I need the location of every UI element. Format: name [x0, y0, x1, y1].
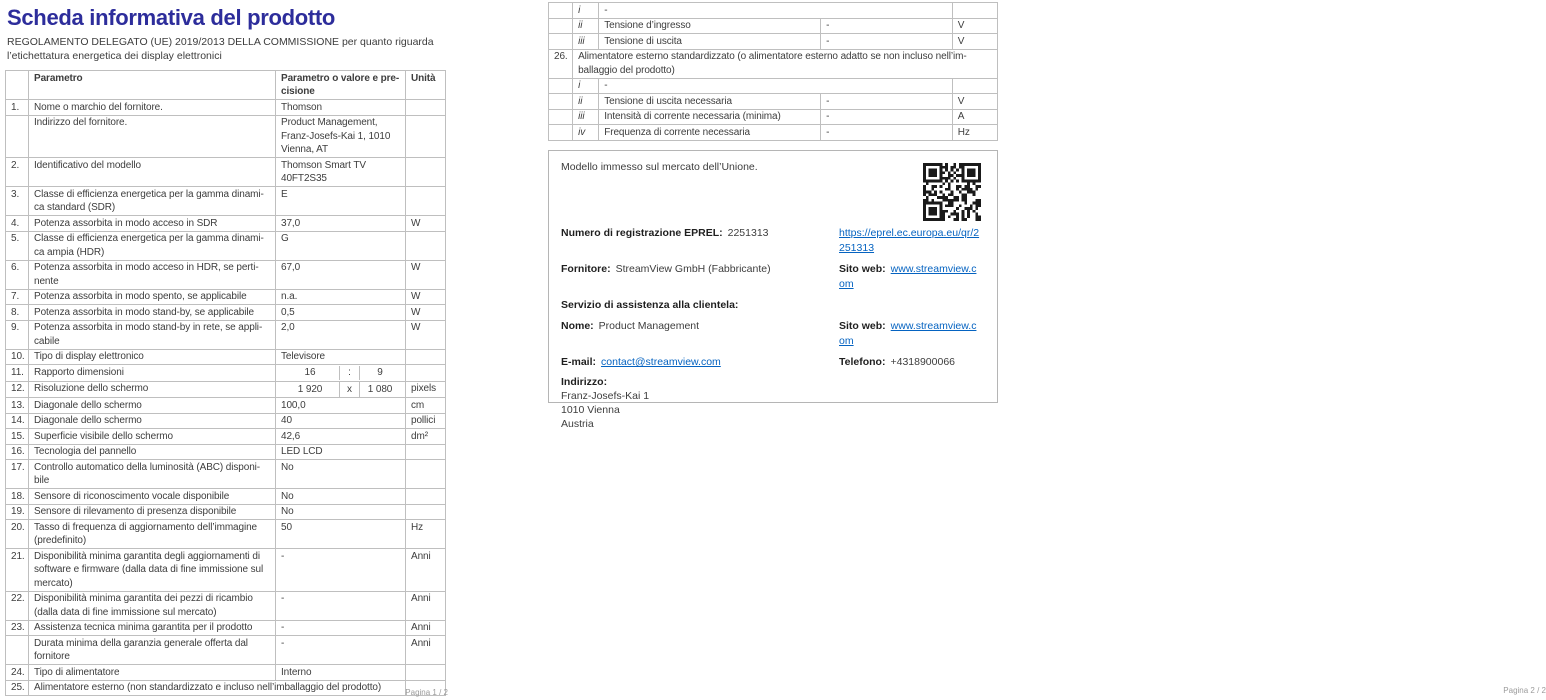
param-cell: Intensità di corrente necessaria (minima)	[599, 109, 821, 125]
unit-cell: pixels	[406, 381, 446, 398]
unit-cell	[406, 187, 446, 216]
param-cell: Indirizzo del fornitore.	[29, 115, 276, 158]
table-row	[549, 78, 998, 94]
table-row	[6, 489, 446, 505]
row-number-cell: 17.	[6, 460, 29, 489]
row-number-cell	[549, 34, 573, 50]
supplier-label: Fornitore:	[561, 263, 611, 275]
value-cell: No	[276, 489, 406, 505]
value-cell: -	[821, 109, 953, 125]
row-number-cell: 25.	[6, 680, 29, 696]
unit-cell	[406, 115, 446, 158]
value-cell: -	[276, 636, 406, 665]
value-subcell: 1 080	[367, 383, 393, 395]
page-title: Scheda informativa del prodotto	[7, 5, 336, 30]
email-link[interactable]: contact@streamview.com	[601, 356, 721, 368]
unit-cell: pollici	[406, 413, 446, 429]
unit-cell	[406, 504, 446, 520]
param-cell: Diagonale dello schermo	[29, 398, 276, 414]
contact-row	[561, 355, 985, 370]
table-row	[6, 444, 446, 460]
param-cell: Tecnologia del pannello	[29, 444, 276, 460]
unit-cell: Hz	[952, 125, 997, 141]
row-number-cell: 14.	[6, 413, 29, 429]
table-row	[549, 49, 998, 78]
unit-cell	[952, 3, 997, 19]
eprel-row	[561, 226, 985, 256]
param-cell: Tensione di uscita	[599, 34, 821, 50]
unit-cell: cm	[406, 398, 446, 414]
value-cell: -	[276, 591, 406, 620]
value-cell: G	[276, 231, 406, 260]
value-cell: 50	[276, 520, 406, 549]
page2-footer: Pagina 2 / 2	[1503, 686, 1546, 695]
value-cell: 42,6	[276, 429, 406, 445]
param-cell: Rapporto dimensioni	[29, 365, 276, 382]
row-number-cell	[549, 78, 573, 94]
table-row	[6, 460, 446, 489]
table-row	[6, 620, 446, 636]
param-cell: Tasso di frequenza di aggiornamento dell’immagine (predefinito)	[29, 520, 276, 549]
row-number-cell: 12.	[6, 381, 29, 398]
unit-cell: W	[406, 289, 446, 305]
unit-cell: Anni	[406, 636, 446, 665]
value-cell: No	[276, 460, 406, 489]
address-line-3: Austria	[561, 418, 594, 430]
sub-index-cell: iii	[573, 109, 599, 125]
table-row	[6, 158, 446, 187]
unit-cell: V	[952, 18, 997, 34]
row-number-cell: 15.	[6, 429, 29, 445]
unit-cell	[952, 78, 997, 94]
value-cell: 100,0	[276, 398, 406, 414]
unit-cell	[406, 489, 446, 505]
param-cell: Sensore di riconoscimento vocale disponibile	[29, 489, 276, 505]
param-cell: -	[599, 78, 953, 94]
unit-cell: dm²	[406, 429, 446, 445]
value-cell: -	[821, 18, 953, 34]
unit-cell: Hz	[406, 520, 446, 549]
email-label: E-mail:	[561, 356, 597, 368]
param-cell: Potenza assorbita in modo stand-by, se applicabile	[29, 305, 276, 321]
value-cell: Televisore	[276, 349, 406, 365]
table-row	[6, 504, 446, 520]
row-number-cell: 5.	[6, 231, 29, 260]
row-number-cell: 16.	[6, 444, 29, 460]
eprel-link[interactable]: https://eprel.ec.europa.eu/qr/2251313	[839, 227, 980, 254]
row-number-cell: 21.	[6, 549, 29, 592]
row-number-cell: 8.	[6, 305, 29, 321]
table-row	[6, 636, 446, 665]
param-cell: Classe di efficienza energetica per la gamma dinamica ampia (HDR)	[29, 231, 276, 260]
unit-cell: V	[952, 94, 997, 110]
table-header-row	[6, 71, 446, 100]
table-row	[549, 109, 998, 125]
website2-label: Sito web:	[839, 320, 886, 332]
param-cell: Superficie visibile dello schermo	[29, 429, 276, 445]
value-cell: -	[276, 620, 406, 636]
table-row	[6, 100, 446, 116]
row-number-cell: 23.	[6, 620, 29, 636]
row-number-cell: 7.	[6, 289, 29, 305]
param-cell: Tensione d’ingresso	[599, 18, 821, 34]
value-cell: Product Management, Franz-Josefs-Kai 1, 1010 Vienna, AT	[276, 115, 406, 158]
table-row	[6, 115, 446, 158]
unit-cell	[406, 460, 446, 489]
unit-cell: Anni	[406, 591, 446, 620]
param-cell: -	[599, 3, 953, 19]
param-cell: Potenza assorbita in modo stand-by in rete, se applicabile	[29, 320, 276, 349]
value-cell: E	[276, 187, 406, 216]
param-cell: Tensione di uscita necessaria	[599, 94, 821, 110]
address-line-1: Franz-Josefs-Kai 1	[561, 390, 650, 402]
header-value-cell: Parametro o valore e precisione	[276, 71, 406, 100]
value-cell: -	[821, 94, 953, 110]
param-cell: Disponibilità minima garantita degli aggiornamenti di software e firmware (dalla data di fine immissione sul mercato)	[29, 549, 276, 592]
service-heading: Servizio di assistenza alla clientela:	[561, 299, 739, 311]
page1-footer: Pagina 1 / 2	[405, 688, 448, 697]
row-number-cell: 13.	[6, 398, 29, 414]
param-cell: Nome o marchio del fornitore.	[29, 100, 276, 116]
regulation-subtitle: REGOLAMENTO DELEGATO (UE) 2019/2013 DELLA COMMISSIONE per quanto riguarda l’etichettatura energetica dei display elettronici	[7, 36, 434, 62]
product-spec-table	[5, 70, 446, 696]
table-row	[6, 305, 446, 321]
table-row	[549, 3, 998, 19]
row-number-cell: 11.	[6, 365, 29, 382]
param-cell: Classe di efficienza energetica per la gamma dinamica standard (SDR)	[29, 187, 276, 216]
row-number-cell: 6.	[6, 260, 29, 289]
header-number-cell	[6, 71, 29, 100]
table-row	[6, 413, 446, 429]
model-market-note: Modello immesso sul mercato dell’Unione.	[561, 161, 758, 173]
unit-cell	[406, 365, 446, 382]
table-row	[549, 18, 998, 34]
param-cell: Alimentatore esterno (non standardizzato e incluso nell’imballaggio del prodotto)	[29, 680, 406, 696]
param-cell: Controllo automatico della luminosità (ABC) disponibile	[29, 460, 276, 489]
row-number-cell: 26.	[549, 49, 573, 78]
value-cell: Thomson Smart TV 40FT2S35	[276, 158, 406, 187]
value-cell: -	[821, 125, 953, 141]
row-number-cell: 22.	[6, 591, 29, 620]
row-number-cell	[549, 18, 573, 34]
value-subcell: 9	[377, 367, 383, 378]
value-cell: No	[276, 504, 406, 520]
param-cell: Potenza assorbita in modo acceso in SDR	[29, 216, 276, 232]
value-cell	[276, 381, 406, 398]
service-name-value: Product Management	[598, 320, 700, 332]
website-label: Sito web:	[839, 263, 886, 275]
param-cell: Frequenza di corrente necessaria	[599, 125, 821, 141]
table-row	[549, 34, 998, 50]
value-subcell: :	[339, 366, 360, 381]
value-cell	[276, 365, 406, 382]
unit-cell: Anni	[406, 549, 446, 592]
row-number-cell: 2.	[6, 158, 29, 187]
unit-cell: Anni	[406, 620, 446, 636]
param-cell: Diagonale dello schermo	[29, 413, 276, 429]
address-block	[561, 375, 985, 431]
unit-cell	[406, 158, 446, 187]
table-row	[6, 520, 446, 549]
row-number-cell: 4.	[6, 216, 29, 232]
sub-index-cell: ii	[573, 94, 599, 110]
table-row	[6, 381, 446, 398]
unit-cell	[406, 665, 446, 681]
eprel-label: Numero di registrazione EPREL:	[561, 227, 723, 239]
param-cell: Tipo di display elettronico	[29, 349, 276, 365]
row-number-cell: 19.	[6, 504, 29, 520]
param-cell: Assistenza tecnica minima garantita per il prodotto	[29, 620, 276, 636]
unit-cell: W	[406, 216, 446, 232]
table-row	[6, 398, 446, 414]
table-row	[6, 216, 446, 232]
value-cell: n.a.	[276, 289, 406, 305]
table-row	[6, 591, 446, 620]
unit-cell	[406, 444, 446, 460]
unit-cell	[406, 349, 446, 365]
supplier-row	[561, 262, 985, 292]
value-cell: 67,0	[276, 260, 406, 289]
unit-cell: W	[406, 305, 446, 321]
supplier-website-link[interactable]: www.streamview.com	[839, 263, 977, 290]
row-number-cell	[6, 115, 29, 158]
param-cell: Disponibilità minima garantita dei pezzi di ricambio (dalla data di fine immissione sul mercato)	[29, 591, 276, 620]
unit-cell: W	[406, 260, 446, 289]
table-row	[6, 549, 446, 592]
row-number-cell	[549, 125, 573, 141]
row-number-cell: 3.	[6, 187, 29, 216]
unit-cell: A	[952, 109, 997, 125]
page-2	[548, 2, 1546, 695]
param-cell: Identificativo del modello	[29, 158, 276, 187]
eprel-number: 2251313	[727, 227, 769, 239]
value-cell: 0,5	[276, 305, 406, 321]
row-number-cell: 10.	[6, 349, 29, 365]
service-heading-row	[561, 298, 985, 313]
row-number-cell: 24.	[6, 665, 29, 681]
service-website-link[interactable]: www.streamview.com	[839, 320, 977, 347]
param-cell: Sensore di rilevamento di presenza disponibile	[29, 504, 276, 520]
supplier-name: StreamView GmbH (Fabbricante)	[615, 263, 771, 275]
value-subcell: 1 920	[297, 383, 323, 395]
header-param-cell: Parametro	[29, 71, 276, 100]
table-row	[6, 289, 446, 305]
supplier-info-box	[548, 150, 998, 430]
table-row	[549, 94, 998, 110]
header-unit-cell: Unità	[406, 71, 446, 100]
phone-value: +4318900066	[890, 356, 955, 368]
unit-cell	[406, 231, 446, 260]
qr-code	[923, 163, 981, 221]
table-row	[6, 320, 446, 349]
unit-cell: W	[406, 320, 446, 349]
value-subcell: x	[339, 382, 360, 397]
table-row	[6, 665, 446, 681]
value-cell: 37,0	[276, 216, 406, 232]
row-number-cell	[6, 636, 29, 665]
row-number-cell: 18.	[6, 489, 29, 505]
service-name-row	[561, 319, 985, 349]
table-row	[6, 231, 446, 260]
value-cell: -	[276, 549, 406, 592]
param-cell: Durata minima della garanzia generale offerta dal fornitore	[29, 636, 276, 665]
value-subcell: 16	[304, 367, 316, 378]
param-cell: Potenza assorbita in modo acceso in HDR, se pertinente	[29, 260, 276, 289]
phone-label: Telefono:	[839, 356, 886, 368]
value-cell: 2,0	[276, 320, 406, 349]
unit-cell: V	[952, 34, 997, 50]
row-number-cell: 9.	[6, 320, 29, 349]
row-number-cell: 20.	[6, 520, 29, 549]
value-cell: 40	[276, 413, 406, 429]
row-number-cell	[549, 109, 573, 125]
sub-index-cell: i	[573, 78, 599, 94]
service-name-label: Nome:	[561, 320, 594, 332]
sub-index-cell: iii	[573, 34, 599, 50]
unit-cell	[406, 100, 446, 116]
value-cell: -	[821, 34, 953, 50]
page-1	[5, 5, 448, 697]
address-label: Indirizzo:	[561, 376, 608, 388]
address-line-2: 1010 Vienna	[561, 404, 620, 416]
value-cell: Interno	[276, 665, 406, 681]
table-row	[6, 260, 446, 289]
param-cell: Potenza assorbita in modo spento, se applicabile	[29, 289, 276, 305]
power-adapter-table	[548, 2, 998, 141]
param-cell: Alimentatore esterno standardizzato (o alimentatore esterno adatto se non incluso nell’imballaggio del prodotto)	[573, 49, 998, 78]
row-number-cell	[549, 3, 573, 19]
param-cell: Risoluzione dello schermo	[29, 381, 276, 398]
table-row	[6, 187, 446, 216]
sub-index-cell: i	[573, 3, 599, 19]
table-row	[6, 429, 446, 445]
value-cell: Thomson	[276, 100, 406, 116]
row-number-cell	[549, 94, 573, 110]
table-row	[549, 125, 998, 141]
value-cell: LED LCD	[276, 444, 406, 460]
table-row	[6, 365, 446, 382]
sub-index-cell: iv	[573, 125, 599, 141]
param-cell: Tipo di alimentatore	[29, 665, 276, 681]
table-row	[6, 349, 446, 365]
sub-index-cell: ii	[573, 18, 599, 34]
row-number-cell: 1.	[6, 100, 29, 116]
